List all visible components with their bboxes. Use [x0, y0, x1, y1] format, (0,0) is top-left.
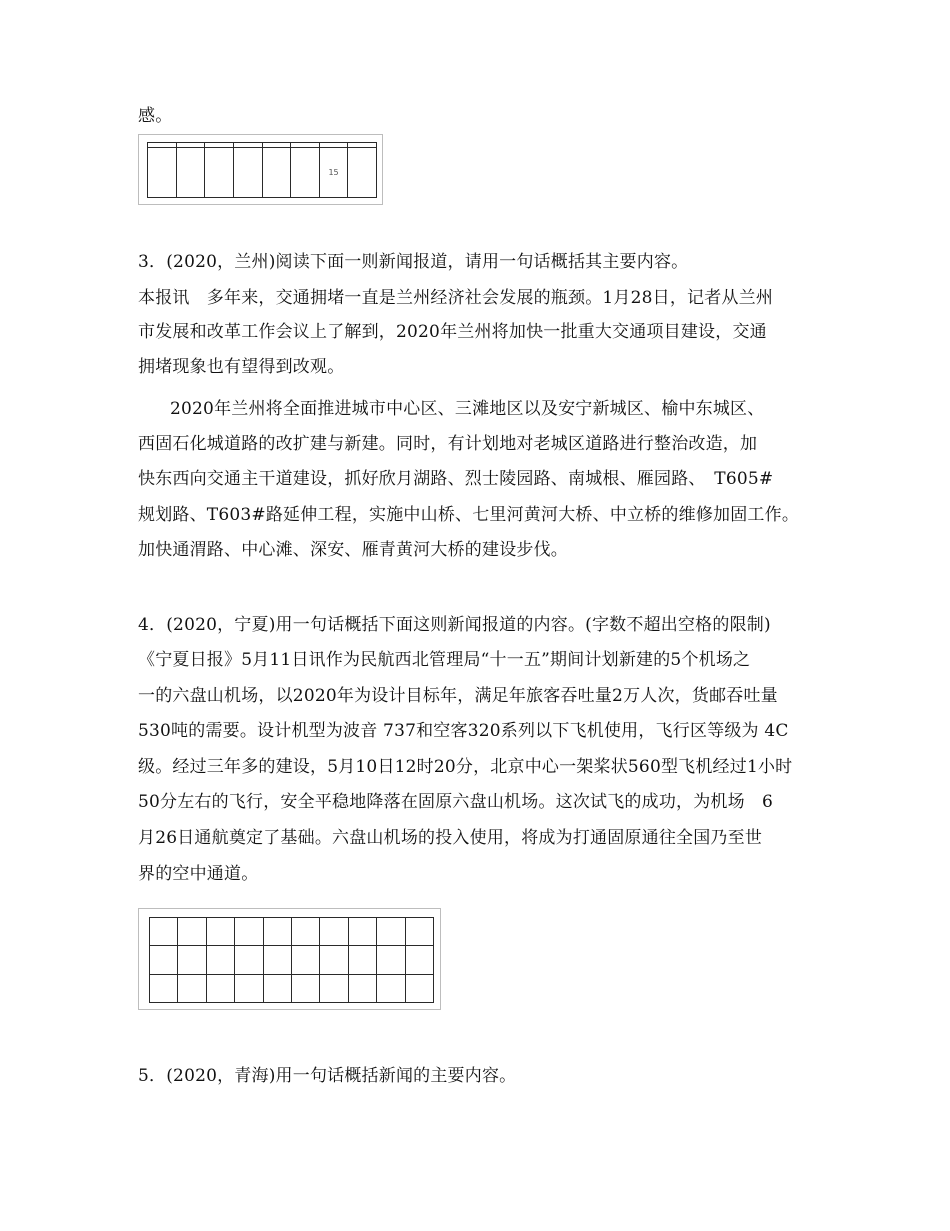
text-line: 2020年兰州将全面推进城市中心区、三滩地区以及安宁新城区、榆中东城区、 — [170, 399, 765, 419]
text-line: 感。 — [138, 106, 173, 126]
answer-grid-1 — [138, 134, 383, 205]
answer-grid-2 — [138, 908, 441, 1010]
grid-mark: 15 — [319, 148, 348, 198]
text-line: 50分左右的飞行，安全平稳地降落在固原六盘山机场。这次试飞的成功，为机场 6 — [138, 792, 774, 812]
text-line: 530吨的需要。设计机型为波音 737和空客320系列以下飞机使用，飞行区等级为 4C — [138, 721, 789, 741]
question-4-title: 4．(2020，宁夏)用一句话概括下面这则新闻报道的内容。(字数不超出空格的限制) — [138, 615, 771, 635]
answer-grid-table — [149, 917, 434, 1003]
answer-grid-table — [147, 142, 377, 198]
text-line: 本报讯 多年来，交通拥堵一直是兰州经济社会发展的瓶颈。1月28日，记者从兰州 — [138, 288, 774, 308]
question-5-title: 5．(2020，青海)用一句话概括新闻的主要内容。 — [138, 1066, 517, 1086]
text-line: 《宁夏日报》5月11日讯作为民航西北管理局“十一五”期间计划新建的5个机场之 — [138, 650, 751, 670]
text-line: 西固石化城道路的改扩建与新建。同时，有计划地对老城区道路进行整治改造，加 — [138, 434, 758, 454]
text-line: 快东西向交通主干道建设，抓好欣月湖路、烈士陵园路、南城根、雁园路、 T605# — [138, 469, 774, 489]
text-line: 一的六盘山机场，以2020年为设计目标年，满足年旅客吞吐量2万人次，货邮吞吐量 — [138, 686, 778, 706]
text-line: 规划路、T603#路延伸工程，实施中山桥、七里河黄河大桥、中立桥的维修加固工作。 — [138, 505, 800, 525]
text-line: 级。经过三年多的建设，5月10日12时20分，北京中心一架桨状560型飞机经过1小时 — [138, 757, 793, 777]
text-line: 市发展和改革工作会议上了解到，2020年兰州将加快一批重大交通项目建设，交通 — [138, 322, 767, 342]
question-3-title: 3．(2020，兰州)阅读下面一则新闻报道，请用一句话概括其主要内容。 — [138, 252, 689, 272]
text-line: 加快通渭路、中心滩、深安、雁青黄河大桥的建设步伐。 — [138, 540, 568, 560]
text-line: 月26日通航奠定了基础。六盘山机场的投入使用，将成为打通固原通往全国乃至世 — [138, 828, 763, 848]
text-line: 拥堵现象也有望得到改观。 — [138, 357, 345, 377]
text-line: 界的空中通道。 — [138, 864, 259, 884]
